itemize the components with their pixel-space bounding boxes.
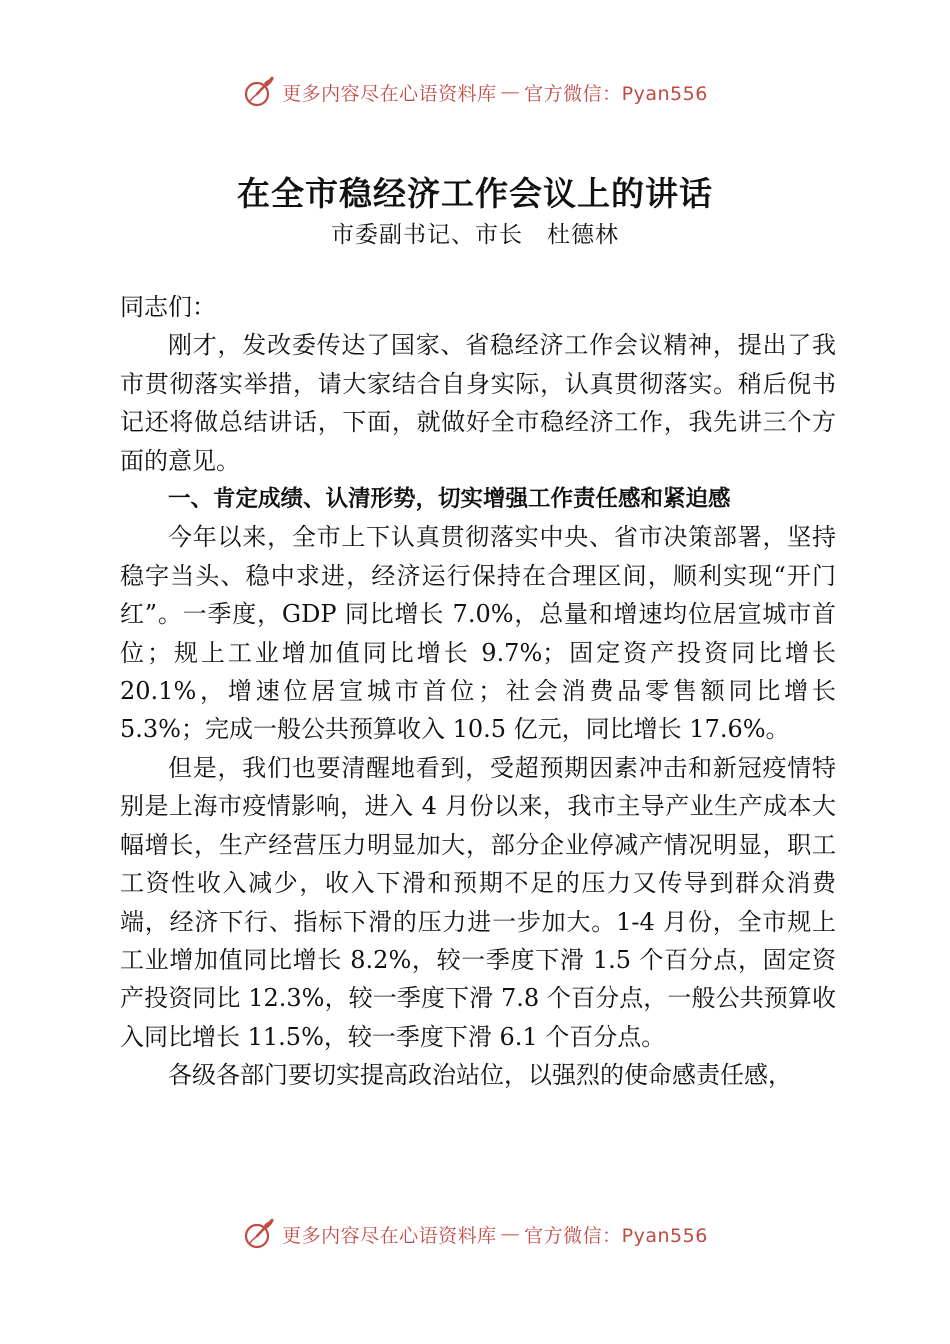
paragraph: 各级各部门要切实提高政治站位，以强烈的使命感责任感， bbox=[168, 1061, 792, 1090]
watermark-contact: 官方微信：Pyan556 bbox=[524, 82, 708, 105]
watermark-separator: — bbox=[500, 81, 521, 103]
document-body bbox=[120, 288, 836, 1095]
document-subtitle: 市委副书记、市长 杜德林 bbox=[331, 222, 619, 248]
watermark-text: 更多内容尽在心语资料库 bbox=[282, 1224, 497, 1247]
paragraph: 今年以来，全市上下认真贯彻落实中央、省市决策部署，坚持稳字当头、稳中求进，经济运行保持在合理区间，顺利实现“开门红”。一季度，GDP 同比增长 7.0%，总量和增速均位居宣城市首位；规上工业增加值同比增长 9.7%；固定资产投资同比增长 20.1%，增速位居宣城市首位；社会消费品零售额同比增长 5.3%；完成一般公共预算收入 10.5 亿元，同比增长 17.6%。 bbox=[120, 523, 836, 744]
watermark-text: 更多内容尽在心语资料库 bbox=[282, 82, 497, 105]
watermark-separator: — bbox=[500, 1223, 521, 1245]
salutation: 同志们： bbox=[120, 293, 216, 321]
section-heading: 一、肯定成绩、认清形势，切实增强工作责任感和紧迫感 bbox=[168, 486, 731, 513]
paragraph: 刚才，发改委传达了国家、省稳经济工作会议精神，提出了我市贯彻落实举措，请大家结合自身实际，认真贯彻落实。稍后倪书记还将做总结讲话，下面，就做好全市稳经济工作，我先讲三个方面的意见。 bbox=[120, 331, 836, 475]
watermark-footer bbox=[0, 1214, 950, 1254]
quill-logo-icon bbox=[242, 75, 276, 109]
quill-logo-icon bbox=[242, 1217, 276, 1251]
watermark-contact: 官方微信：Pyan556 bbox=[524, 1224, 708, 1247]
watermark-header bbox=[0, 72, 950, 112]
paragraph: 但是，我们也要清醒地看到，受超预期因素冲击和新冠疫情特别是上海市疫情影响，进入 4 月份以来，我市主导产业生产成本大幅增长，生产经营压力明显加大，部分企业停减产情况明显，职工工资性收入减少，收入下滑和预期不足的压力又传导到群众消费端，经济下行、指标下滑的压力进一步加大。1-4 月份，全市规上工业增加值同比增长 8.2%，较一季度下滑 1.5 个百分点，固定资产投资同比 12.3%，较一季度下滑 7.8 个百分点，一般公共预算收入同比增长 11.5%，较一季度下滑 6.1 个百分点。 bbox=[120, 753, 836, 1051]
document-title: 在全市稳经济工作会议上的讲话 bbox=[237, 174, 713, 213]
